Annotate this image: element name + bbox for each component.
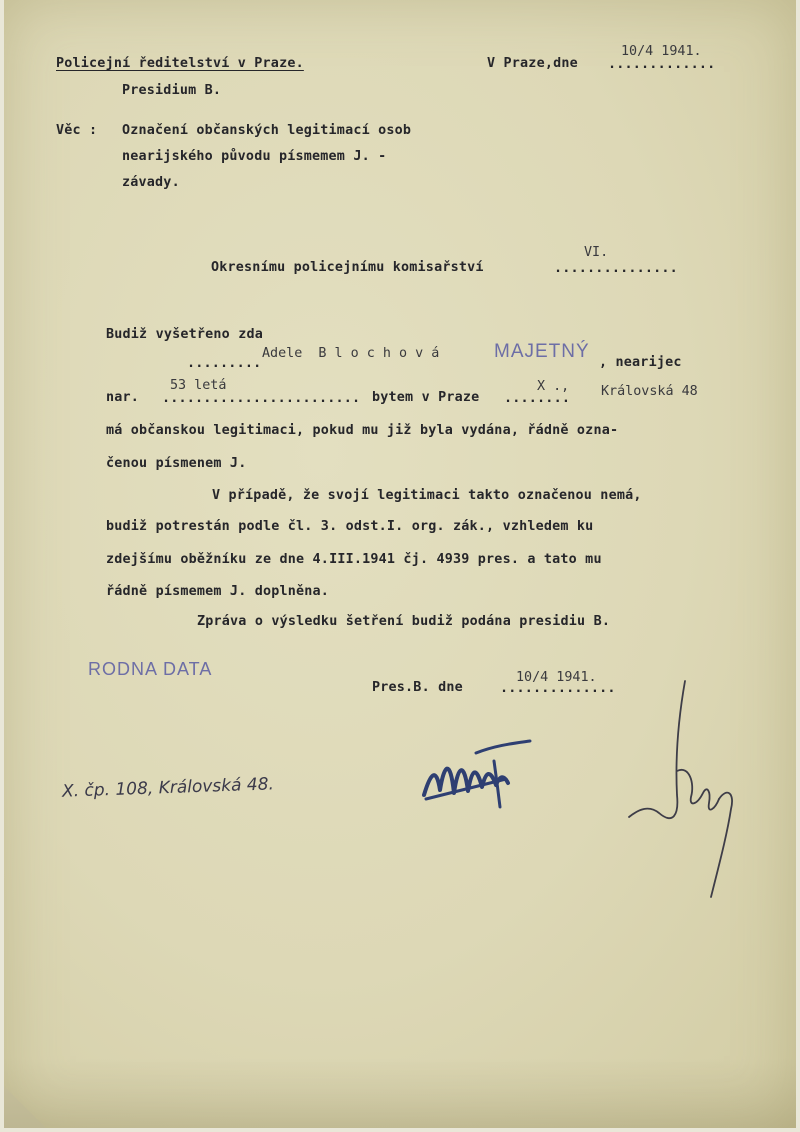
date-dots: .............: [608, 57, 716, 72]
body-line-3-dots-1: ........................: [162, 391, 361, 406]
body-line-1: Budiž vyšetřeno zda: [106, 327, 263, 342]
stamp-majetny: MAJETNÝ: [494, 341, 590, 362]
pres-label: Pres.B. dne: [372, 680, 463, 695]
stamp-rodna-data: RODNA DATA: [88, 659, 213, 679]
name-handwritten: Adele B l o c h o v á: [262, 346, 440, 361]
addressee-dots: ...............: [554, 261, 678, 276]
department-name: Presidium B.: [122, 83, 222, 98]
para-2-line-4: řádně písmemem J. doplněna.: [106, 584, 330, 599]
body-line-2-tail: , nearijec: [599, 355, 682, 370]
body-line-3-middle: bytem v Praze: [372, 390, 480, 405]
office-name: Policejní ředitelství v Praze.: [56, 56, 304, 71]
district-handwritten: X .,: [537, 379, 570, 394]
para-2-line-1: V případě, že svojí legitimaci takto označenou nemá,: [212, 488, 642, 503]
subject-label: Věc :: [56, 123, 98, 138]
blue-signature: [416, 735, 546, 815]
pres-date-handwritten: 10/4 1941.: [516, 670, 597, 685]
header-date-handwritten: 10/4 1941.: [621, 44, 702, 59]
body-line-3-prefix: nar.: [106, 390, 140, 405]
body-line-2-dots: .........: [187, 356, 262, 371]
body-line-3-dots-2: ........: [504, 391, 571, 406]
para-2-line-3: zdejšímu oběžníku ze dne 4.III.1941 čj. 4939 pres. a tato mu: [106, 552, 602, 567]
addressee-text: Okresnímu policejnímu komisařství: [211, 260, 484, 275]
body-line-4: má občanskou legitimaci, pokud mu již byla vydána, řádně ozna-: [106, 423, 619, 438]
para-3: Zpráva o výsledku šetření budiž podána presidiu B.: [197, 614, 611, 629]
body-line-5: čenou písmenem J.: [106, 456, 247, 471]
address-handwritten: Královská 48: [601, 384, 698, 399]
document-page: [4, 0, 796, 1128]
age-handwritten: 53 letá: [170, 378, 227, 393]
folded-corner: [4, 1086, 46, 1128]
subject-line-1: Označení občanských legitimací osob: [122, 123, 412, 138]
pencil-annotation: X. čp. 108, Královská 48.: [61, 774, 275, 802]
pencil-signature: [619, 675, 759, 905]
subject-line-2: nearijského původu písmemem J. -: [122, 149, 387, 164]
addressee-district-handwritten: VI.: [584, 245, 609, 260]
pres-dots: ..............: [500, 681, 616, 696]
place-date-label: V Praze,dne: [487, 56, 578, 71]
subject-line-3: závady.: [122, 175, 180, 190]
para-2-line-2: budiž potrestán podle čl. 3. odst.I. org. zák., vzhledem ku: [106, 519, 594, 534]
